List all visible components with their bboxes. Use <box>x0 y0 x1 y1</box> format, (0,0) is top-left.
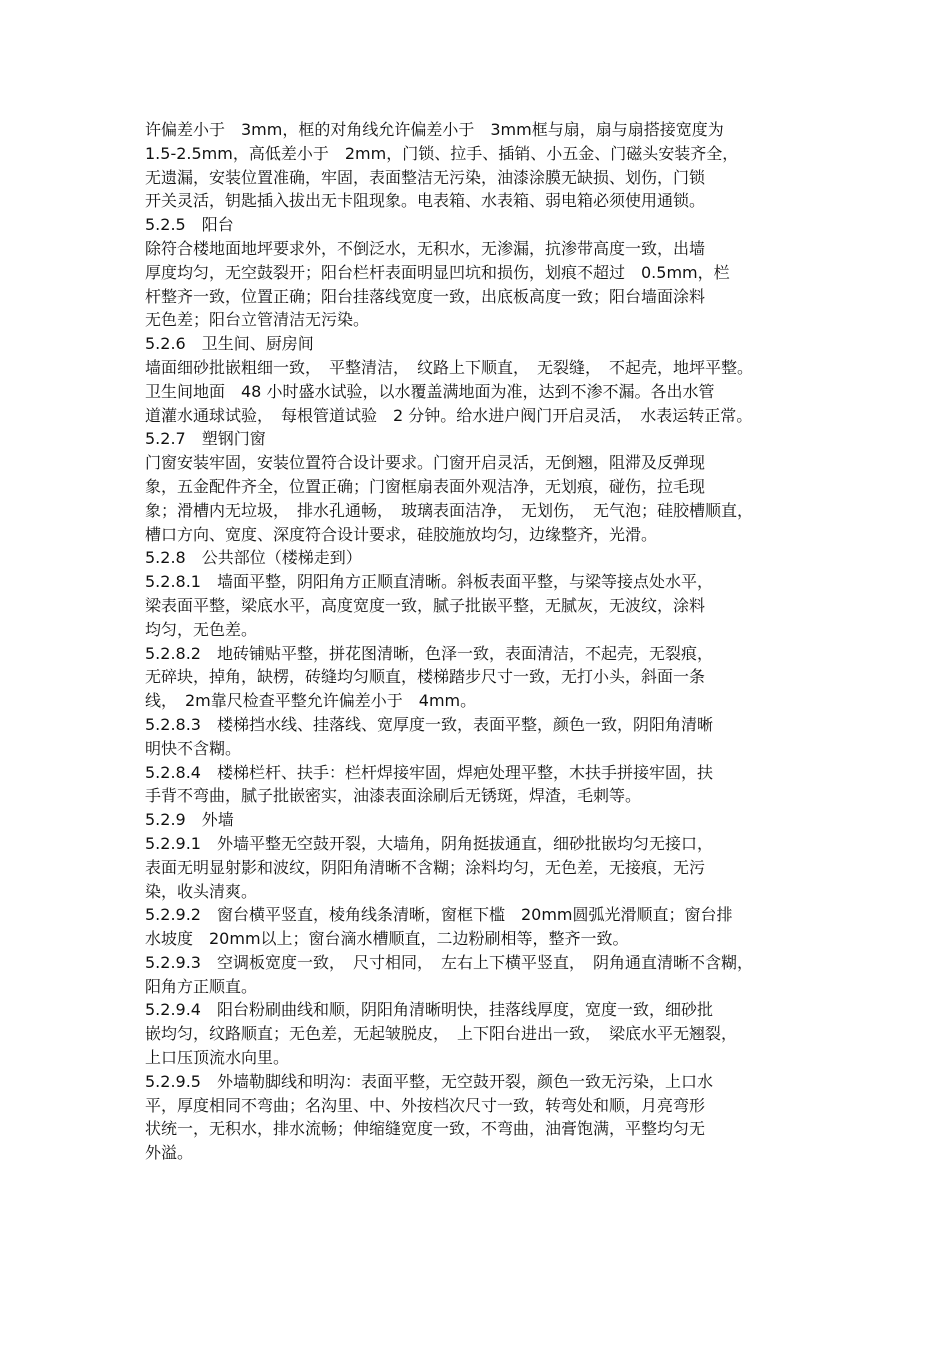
document-body <box>145 118 813 1165</box>
text-line: 5.2.9 外墙 <box>145 810 234 830</box>
text-line: 5.2.9.2 窗台横平竖直，棱角线条清晰，窗框下槛 20mm圆弧光滑顺直；窗台排 <box>145 905 733 925</box>
text-line: 许偏差小于 3mm，框的对角线允许偏差小于 3mm框与扇，扇与扇搭接宽度为 <box>145 120 724 139</box>
text-line: 无遗漏，安装位置准确，牢固，表面整洁无污染，油漆涂膜无缺损、划伤，门锁 <box>145 167 706 187</box>
text-line: 厚度均匀，无空鼓裂开；阳台栏杆表面明显凹坑和损伤，划痕不超过 0.5mm，栏 <box>145 262 730 282</box>
text-line: 嵌均匀，纹路顺直；无色差，无起皱脱皮， 上下阳台进出一致， 梁底水平无翘裂， <box>145 1024 738 1044</box>
text-line: 明快不含糊。 <box>145 738 242 758</box>
text-line: 平，厚度相同不弯曲；名沟里、中、外按档次尺寸一致，转弯处和顺，月亮弯形 <box>145 1095 706 1115</box>
text-line: 梁表面平整，梁底水平，高度宽度一致，腻子批嵌平整，无腻灰，无波纹，涂料 <box>145 595 706 615</box>
text-line: 5.2.5 阳台 <box>145 215 234 235</box>
text-line: 5.2.8 公共部位（楼梯走到） <box>145 548 362 568</box>
text-line: 染，收头清爽。 <box>145 881 258 901</box>
text-line: 外溢。 <box>145 1143 194 1163</box>
text-line: 门窗安装牢固，安装位置符合设计要求。门窗开启灵活，无倒翘，阻滞及反弹现 <box>145 453 706 473</box>
text-line: 水坡度 20mm以上；窗台滴水槽顺直，二边粉刷相等，整齐一致。 <box>145 929 629 949</box>
text-line: 开关灵活，钥匙插入拔出无卡阻现象。电表箱、水表箱、弱电箱必须使用通锁。 <box>145 191 706 211</box>
text-line: 线， 2m靠尺检查平整允许偏差小于 4mm。 <box>145 691 477 711</box>
text-line: 状统一，无积水，排水流畅；伸缩缝宽度一致，不弯曲，油膏饱满，平整均匀无 <box>145 1119 706 1139</box>
text-line: 道灌水通球试验， 每根管道试验 2 分钟。给水进户阀门开启灵活， 水表运转正常。 <box>145 405 753 425</box>
text-line: 槽口方向、宽度、深度符合设计要求，硅胶施放均匀，边缘整齐，光滑。 <box>145 524 658 544</box>
text-line: 5.2.8.3 楼梯挡水线、挂落线、宽厚度一致，表面平整，颜色一致，阴阳角清晰 <box>145 714 713 734</box>
text-line: 杆整齐一致，位置正确；阳台挂落线宽度一致，出底板高度一致；阳台墙面涂料 <box>145 286 706 306</box>
text-line: 1.5-2.5mm，高低差小于 2mm，门锁、拉手、插销、小五金、门磁头安装齐全， <box>145 143 739 163</box>
text-line: 象，五金配件齐全，位置正确；门窗框扇表面外观洁净，无划痕，碰伤，拉毛现 <box>145 476 706 496</box>
text-line: 5.2.9.1 外墙平整无空鼓开裂，大墙角，阴角挺拔通直，细砂批嵌均匀无接口， <box>145 833 713 853</box>
text-line: 卫生间地面 48 小时盛水试验，以水覆盖满地面为准，达到不渗不漏。各出水管 <box>145 381 715 401</box>
text-line: 除符合楼地面地坪要求外，不倒泛水，无积水，无渗漏，抗渗带高度一致，出墙 <box>145 238 706 258</box>
text-line: 5.2.7 塑钢门窗 <box>145 429 266 449</box>
text-line: 手背不弯曲，腻子批嵌密实，油漆表面涂刷后无锈斑，焊渣，毛刺等。 <box>145 786 642 806</box>
text-line: 5.2.8.2 地砖铺贴平整，拼花图清晰，色泽一致，表面清洁，不起壳，无裂痕， <box>145 643 713 663</box>
text-line: 无碎块，掉角，缺楞，砖缝均匀顺直，楼梯踏步尺寸一致，无打小头，斜面一条 <box>145 667 706 687</box>
text-line: 5.2.8.1 墙面平整，阴阳角方正顺直清晰。斜板表面平整，与梁等接点处水平， <box>145 572 713 592</box>
text-line: 阳角方正顺直。 <box>145 976 258 996</box>
text-line: 5.2.6 卫生间、厨房间 <box>145 334 314 354</box>
text-line: 5.2.8.4 楼梯栏杆、扶手：栏杆焊接牢固，焊疤处理平整，木扶手拼接牢固，扶 <box>145 762 713 782</box>
text-line: 5.2.9.5 外墙勒脚线和明沟：表面平整，无空鼓开裂，颜色一致无污染，上口水 <box>145 1071 713 1091</box>
text-line: 均匀，无色差。 <box>145 619 258 639</box>
text-line: 表面无明显射影和波纹，阴阳角清晰不含糊；涂料均匀，无色差，无接痕，无污 <box>145 857 706 877</box>
text-line: 墙面细砂批嵌粗细一致， 平整清洁， 纹路上下顺直， 无裂缝， 不起壳，地坪平整。 <box>145 357 754 377</box>
text-line: 5.2.9.3 空调板宽度一致， 尺寸相同， 左右上下横平竖直， 阴角通直清晰不含糊， <box>145 952 753 972</box>
text-line: 无色差；阳台立管清洁无污染。 <box>145 310 370 330</box>
text-line: 象；滑槽内无垃圾， 排水孔通畅， 玻璃表面洁净， 无划伤， 无气泡；硅胶槽顺直， <box>145 500 754 520</box>
text-line: 上口压顶流水向里。 <box>145 1048 290 1068</box>
text-line: 5.2.9.4 阳台粉刷曲线和顺，阴阳角清晰明快，挂落线厚度，宽度一致，细砂批 <box>145 1000 713 1020</box>
